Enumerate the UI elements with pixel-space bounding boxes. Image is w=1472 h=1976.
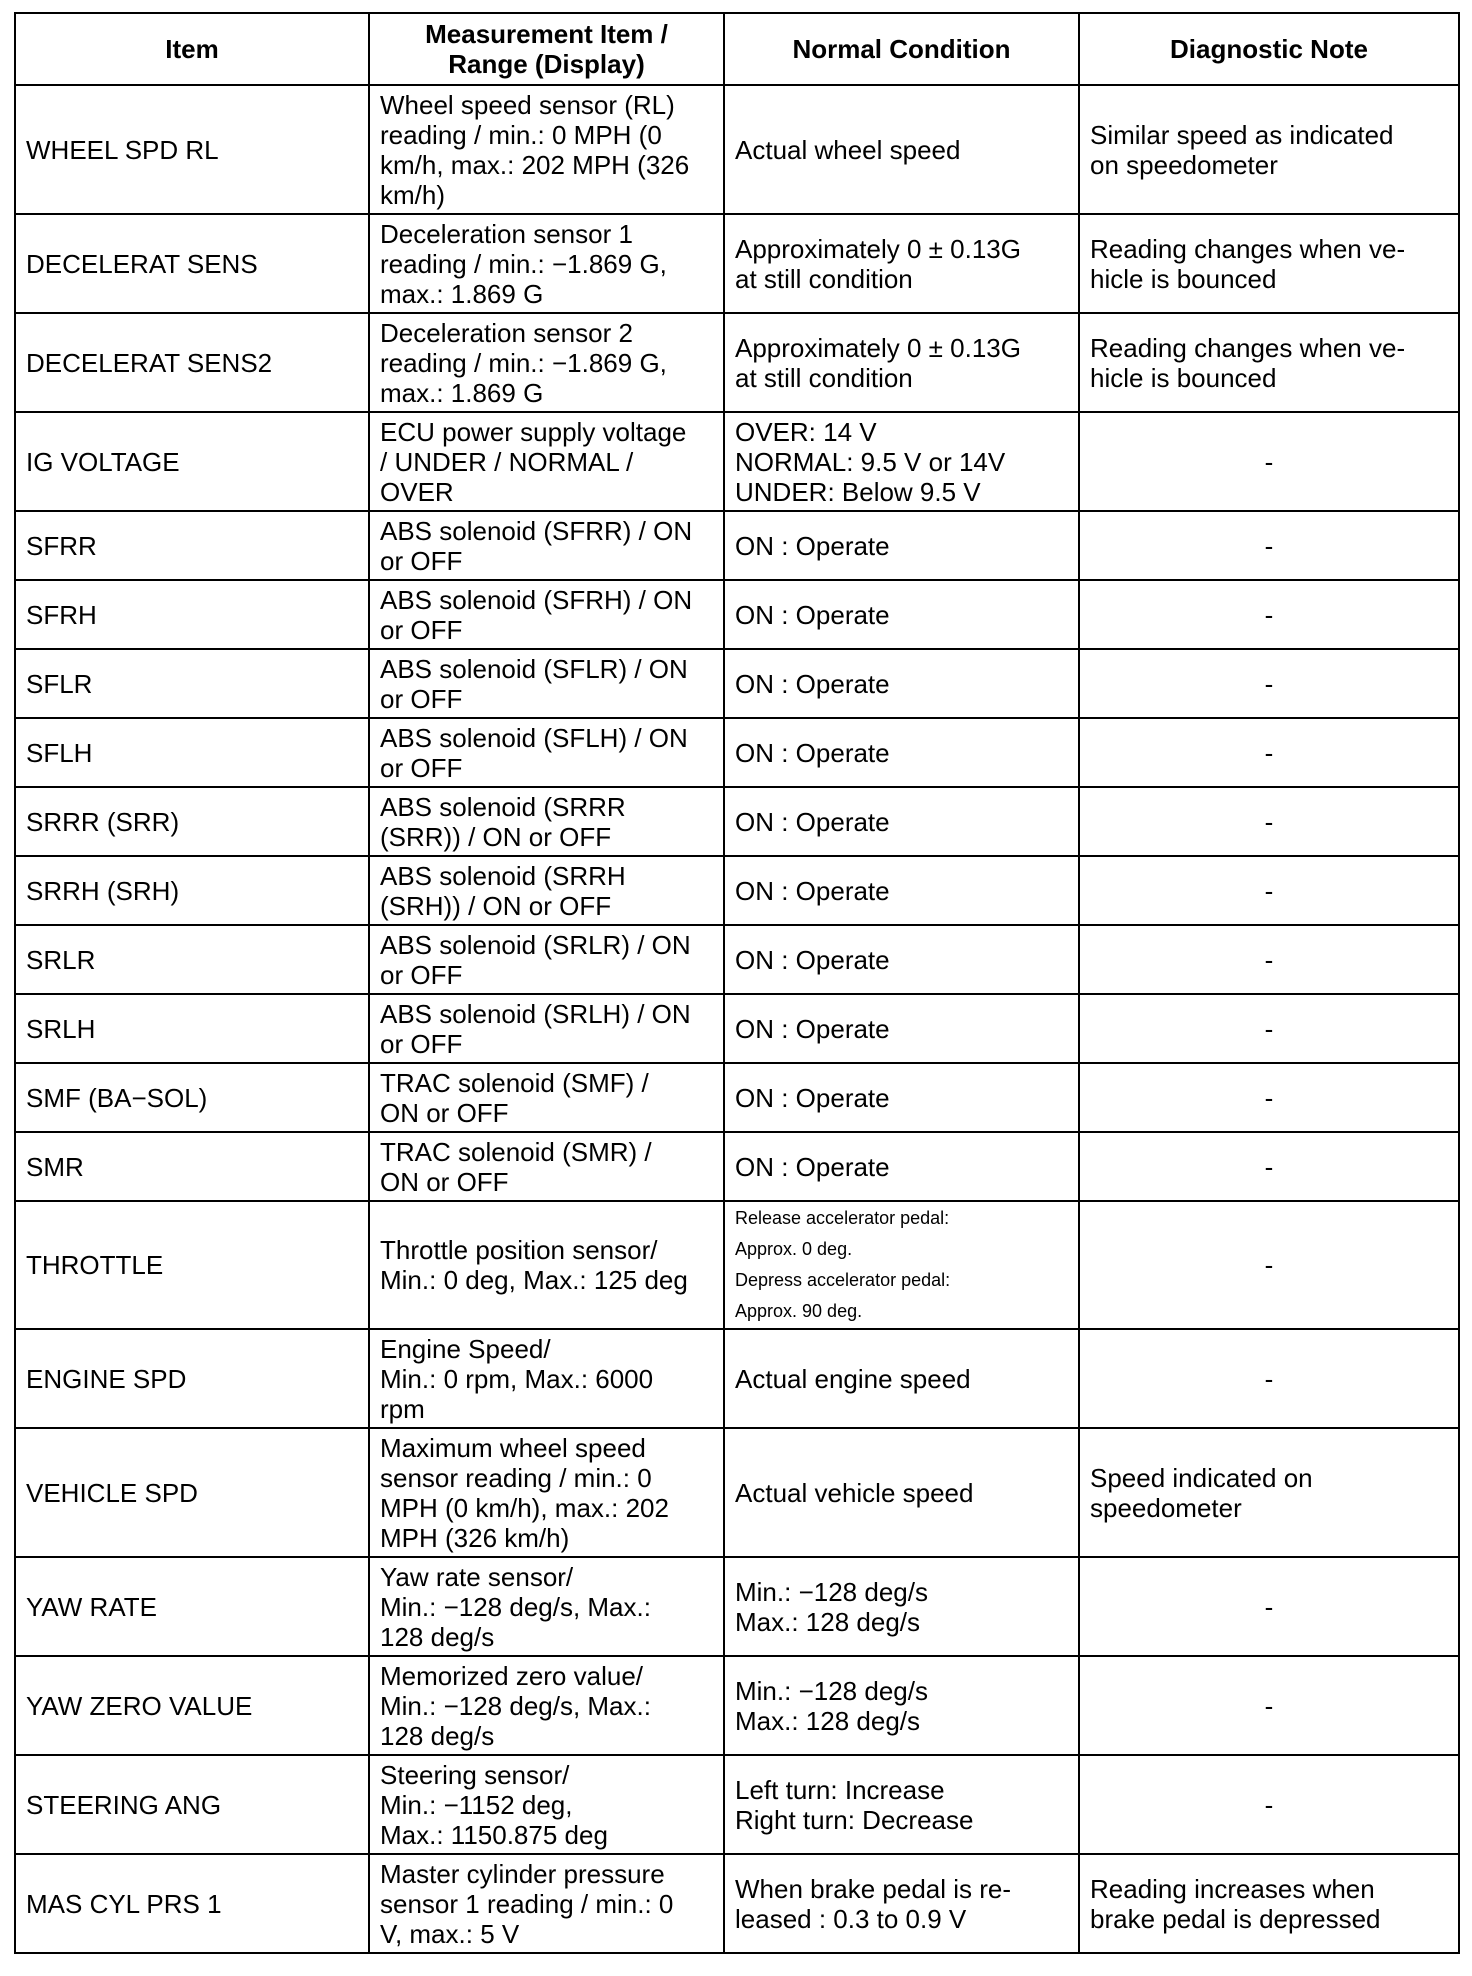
measurement-cell-text: TRAC solenoid (SMF) / ON or OFF (380, 1067, 649, 1128)
normal-condition-cell (724, 1329, 1079, 1428)
measurement-cell (369, 994, 724, 1063)
diagnostic-note-cell (1079, 1132, 1459, 1201)
diagnostic-note-cell-text: - (1264, 1591, 1274, 1622)
diagnostic-note-cell-text: - (1264, 1082, 1274, 1113)
item-cell (15, 1854, 369, 1953)
diagnostic-note-cell-text: - (1264, 1250, 1274, 1280)
diagnostic-note-cell-text: - (1264, 875, 1274, 906)
item-cell-text: IG VOLTAGE (26, 446, 180, 477)
diagnostic-note-cell (1079, 511, 1459, 580)
diagnostic-note-cell-text: - (1264, 1690, 1274, 1721)
measurement-cell-text: Maximum wheel speed sensor reading / min.: 0 MPH (0 km/h), max.: 202 MPH (326 km/h) (380, 1432, 669, 1553)
item-cell-text: SRRH (SRH) (26, 875, 180, 906)
diagnostic-note-cell-text: - (1264, 1363, 1274, 1394)
header-normal-condition: Normal Condition (724, 13, 1079, 85)
item-cell (15, 580, 369, 649)
measurement-cell-text: ABS solenoid (SFLH) / ON or OFF (380, 722, 688, 783)
item-cell-text: SRLR (26, 944, 96, 975)
normal-condition-cell (724, 649, 1079, 718)
diagnostic-note-cell-text: Similar speed as indicated on speedometer (1090, 119, 1394, 180)
measurement-cell (369, 580, 724, 649)
measurement-cell (369, 718, 724, 787)
measurement-cell (369, 1854, 724, 1953)
normal-condition-line: Depress accelerator pedal: (735, 1270, 951, 1290)
normal-condition-cell-text: OVER: 14 V NORMAL: 9.5 V or 14V UNDER: Below 9.5 V (735, 416, 1006, 507)
measurement-cell-text: ECU power supply voltage / UNDER / NORMAL / OVER (380, 416, 687, 507)
normal-condition-cell-text: Approximately 0 ± 0.13G at still condition (735, 233, 1021, 294)
normal-condition-cell (724, 718, 1079, 787)
diagnostic-note-cell (1079, 718, 1459, 787)
measurement-cell (369, 787, 724, 856)
table-row (15, 1132, 1459, 1201)
measurement-cell (369, 1201, 724, 1329)
item-cell-text: YAW ZERO VALUE (26, 1690, 253, 1721)
diagnostic-note-cell-text: Speed indicated on speedometer (1090, 1462, 1313, 1523)
measurement-cell (369, 313, 724, 412)
measurement-cell-text: ABS solenoid (SRRR (SRR)) / ON or OFF (380, 791, 626, 852)
table-row (15, 1201, 1459, 1329)
measurement-cell (369, 1656, 724, 1755)
normal-condition-cell (724, 1557, 1079, 1656)
table-row (15, 1557, 1459, 1656)
normal-condition-cell (724, 313, 1079, 412)
measurement-cell (369, 1063, 724, 1132)
item-cell (15, 1656, 369, 1755)
diagnostic-note-cell-text: - (1264, 599, 1274, 630)
table-row (15, 1755, 1459, 1854)
normal-condition-line: Approx. 0 deg. (735, 1239, 853, 1259)
normal-condition-cell-text: ON : Operate (735, 530, 890, 561)
measurement-cell (369, 649, 724, 718)
normal-condition-cell-text: ON : Operate (735, 944, 890, 975)
item-cell (15, 511, 369, 580)
normal-condition-cell (724, 1132, 1079, 1201)
table-body (15, 85, 1459, 1953)
measurement-cell (369, 1557, 724, 1656)
normal-condition-cell-text: ON : Operate (735, 668, 890, 699)
normal-condition-cell (724, 1428, 1079, 1557)
diagnostic-note-cell (1079, 1656, 1459, 1755)
diagnostic-note-cell (1079, 1755, 1459, 1854)
diagnostic-note-cell-text: - (1264, 1151, 1274, 1182)
diagnostic-note-cell (1079, 1854, 1459, 1953)
normal-condition-cell (724, 925, 1079, 994)
item-cell (15, 313, 369, 412)
normal-condition-cell-text: ON : Operate (735, 1151, 890, 1182)
measurement-cell-text: ABS solenoid (SFRR) / ON or OFF (380, 515, 693, 576)
measurement-cell-text: Master cylinder pressure sensor 1 reading / min.: 0 V, max.: 5 V (380, 1858, 674, 1949)
measurement-cell-text: ABS solenoid (SFRH) / ON or OFF (380, 584, 693, 645)
item-cell-text: THROTTLE (26, 1250, 164, 1280)
diagnostic-note-cell (1079, 787, 1459, 856)
table-row (15, 718, 1459, 787)
normal-condition-cell-text: ON : Operate (735, 1082, 890, 1113)
diagnostic-note-cell (1079, 649, 1459, 718)
diagnostic-note-cell-text: - (1264, 737, 1274, 768)
header-measurement: Measurement Item / Range (Display) (369, 13, 724, 85)
normal-condition-cell (724, 787, 1079, 856)
diagnostic-note-cell-text: - (1264, 668, 1274, 699)
diagnostic-note-cell-text: Reading changes when ve- hicle is bounced (1090, 332, 1406, 393)
normal-condition-cell-text: Actual wheel speed (735, 134, 961, 165)
diagnostic-note-cell (1079, 412, 1459, 511)
measurement-cell (369, 1755, 724, 1854)
diagnostic-note-cell (1079, 1557, 1459, 1656)
normal-condition-cell (724, 580, 1079, 649)
measurement-cell (369, 412, 724, 511)
item-cell-text: SMR (26, 1151, 84, 1182)
table-row (15, 925, 1459, 994)
table-row (15, 511, 1459, 580)
item-cell-text: SFRR (26, 530, 97, 561)
item-cell (15, 1557, 369, 1656)
normal-condition-cell (724, 1854, 1079, 1953)
normal-condition-cell (724, 214, 1079, 313)
measurement-cell (369, 1428, 724, 1557)
header-item: Item (15, 13, 369, 85)
normal-condition-line: Approx. 90 deg. (735, 1301, 863, 1321)
diagnostic-note-cell (1079, 1201, 1459, 1329)
item-cell-text: SFLH (26, 737, 93, 768)
item-cell (15, 649, 369, 718)
normal-condition-cell-text: Actual vehicle speed (735, 1477, 974, 1508)
item-cell-text: SFLR (26, 668, 93, 699)
diagnostic-note-cell (1079, 1428, 1459, 1557)
normal-condition-cell (724, 412, 1079, 511)
normal-condition-cell (724, 511, 1079, 580)
normal-condition-cell (724, 85, 1079, 214)
measurement-cell (369, 214, 724, 313)
table-row (15, 1329, 1459, 1428)
item-cell (15, 1428, 369, 1557)
normal-condition-cell-text: Min.: −128 deg/s Max.: 128 deg/s (735, 1576, 928, 1637)
normal-condition-cell (724, 856, 1079, 925)
table-row (15, 412, 1459, 511)
item-cell (15, 787, 369, 856)
table-row (15, 85, 1459, 214)
diagnostic-note-cell (1079, 214, 1459, 313)
diagnostic-note-cell-text: - (1264, 1789, 1274, 1820)
item-cell-text: ENGINE SPD (26, 1363, 187, 1394)
item-cell (15, 856, 369, 925)
measurement-cell (369, 511, 724, 580)
measurement-cell (369, 925, 724, 994)
diagnostic-note-cell-text: - (1264, 446, 1274, 477)
table-header (15, 13, 1459, 85)
measurement-cell-text: Deceleration sensor 1 reading / min.: −1.869 G, max.: 1.869 G (380, 218, 667, 309)
table-row (15, 856, 1459, 925)
measurement-cell (369, 1329, 724, 1428)
diagnostic-note-cell-text: - (1264, 944, 1274, 975)
item-cell-text: SRLH (26, 1013, 96, 1044)
measurement-cell-text: Wheel speed sensor (RL) reading / min.: 0 MPH (0 km/h, max.: 202 MPH (326 km/h) (380, 89, 690, 210)
table-row (15, 313, 1459, 412)
item-cell-text: STEERING ANG (26, 1789, 222, 1820)
measurement-cell-text: ABS solenoid (SRRH (SRH)) / ON or OFF (380, 860, 626, 921)
measurement-cell-text: Deceleration sensor 2 reading / min.: −1.869 G, max.: 1.869 G (380, 317, 667, 408)
header-diagnostic-note: Diagnostic Note (1079, 13, 1459, 85)
header-row (15, 13, 1459, 85)
measurement-cell (369, 856, 724, 925)
measurement-cell-text: Yaw rate sensor/ Min.: −128 deg/s, Max.: 128 deg/s (380, 1561, 651, 1652)
measurement-cell (369, 1132, 724, 1201)
diagnostic-note-cell (1079, 1063, 1459, 1132)
normal-condition-cell-text: ON : Operate (735, 599, 890, 630)
normal-condition-cell (724, 1063, 1079, 1132)
item-cell-text: DECELERAT SENS2 (26, 347, 273, 378)
normal-condition-cell-text: ON : Operate (735, 875, 890, 906)
item-cell (15, 214, 369, 313)
item-cell-text: SMF (BA−SOL) (26, 1082, 208, 1113)
measurement-cell-text: Steering sensor/ Min.: −1152 deg, Max.: 1150.875 deg (380, 1759, 608, 1850)
normal-condition-line: Release accelerator pedal: (735, 1208, 950, 1228)
table-row (15, 787, 1459, 856)
diagnostic-note-cell-text: - (1264, 1013, 1274, 1044)
item-cell (15, 1132, 369, 1201)
normal-condition-cell-text: Approximately 0 ± 0.13G at still condition (735, 332, 1021, 393)
diagnostic-note-cell-text: - (1264, 530, 1274, 561)
item-cell (15, 718, 369, 787)
normal-condition-cell-text: When brake pedal is re- leased : 0.3 to 0.9 V (735, 1873, 1012, 1934)
item-cell-text: YAW RATE (26, 1591, 157, 1622)
item-cell-text: SFRH (26, 599, 97, 630)
item-cell-text: VEHICLE SPD (26, 1477, 198, 1508)
diagnostic-note-cell (1079, 994, 1459, 1063)
item-cell (15, 85, 369, 214)
normal-condition-cell-text: ON : Operate (735, 806, 890, 837)
measurement-cell-text: Throttle position sensor/ Min.: 0 deg, Max.: 125 deg (380, 1235, 688, 1295)
measurement-cell-text: ABS solenoid (SFLR) / ON or OFF (380, 653, 688, 714)
table-row (15, 214, 1459, 313)
diagnostic-note-cell (1079, 85, 1459, 214)
table-row (15, 1854, 1459, 1953)
diagnostic-note-cell (1079, 856, 1459, 925)
item-cell-text: SRRR (SRR) (26, 806, 180, 837)
measurement-cell-text: Engine Speed/ Min.: 0 rpm, Max.: 6000 rpm (380, 1333, 654, 1424)
table-row (15, 1428, 1459, 1557)
item-cell-text: DECELERAT SENS (26, 248, 258, 279)
item-cell (15, 925, 369, 994)
item-cell (15, 1063, 369, 1132)
diagnostic-note-cell (1079, 925, 1459, 994)
diagnostic-note-cell (1079, 580, 1459, 649)
normal-condition-cell-text: Left turn: Increase Right turn: Decrease (735, 1774, 974, 1835)
diagnostic-note-cell-text: Reading changes when ve- hicle is bounced (1090, 233, 1406, 294)
normal-condition-cell-text: ON : Operate (735, 737, 890, 768)
measurement-cell-text: TRAC solenoid (SMR) / ON or OFF (380, 1136, 652, 1197)
table-row (15, 994, 1459, 1063)
normal-condition-cell-text: ON : Operate (735, 1013, 890, 1044)
normal-condition-cell-text: Min.: −128 deg/s Max.: 128 deg/s (735, 1675, 928, 1736)
table-row (15, 1656, 1459, 1755)
item-cell-text: MAS CYL PRS 1 (26, 1888, 222, 1919)
measurement-cell-text: Memorized zero value/ Min.: −128 deg/s, Max.: 128 deg/s (380, 1660, 651, 1751)
diagnostic-note-cell-text: - (1264, 806, 1274, 837)
diagnostic-note-cell-text: Reading increases when brake pedal is depressed (1090, 1873, 1381, 1934)
normal-condition-cell (724, 1656, 1079, 1755)
normal-condition-cell (724, 1755, 1079, 1854)
diagnostic-note-cell (1079, 313, 1459, 412)
normal-condition-cell (724, 1201, 1079, 1329)
table-row (15, 1063, 1459, 1132)
table-row (15, 580, 1459, 649)
measurement-cell-text: ABS solenoid (SRLH) / ON or OFF (380, 998, 691, 1059)
normal-condition-cell (724, 994, 1079, 1063)
item-cell (15, 994, 369, 1063)
measurement-cell-text: ABS solenoid (SRLR) / ON or OFF (380, 929, 691, 990)
item-cell (15, 1201, 369, 1329)
item-cell (15, 1755, 369, 1854)
diagnostic-note-cell (1079, 1329, 1459, 1428)
item-cell (15, 1329, 369, 1428)
normal-condition-cell-text: Actual engine speed (735, 1363, 971, 1394)
item-cell (15, 412, 369, 511)
item-cell-text: WHEEL SPD RL (26, 134, 219, 165)
diagnostic-data-table (14, 12, 1460, 1954)
table-row (15, 649, 1459, 718)
measurement-cell (369, 85, 724, 214)
